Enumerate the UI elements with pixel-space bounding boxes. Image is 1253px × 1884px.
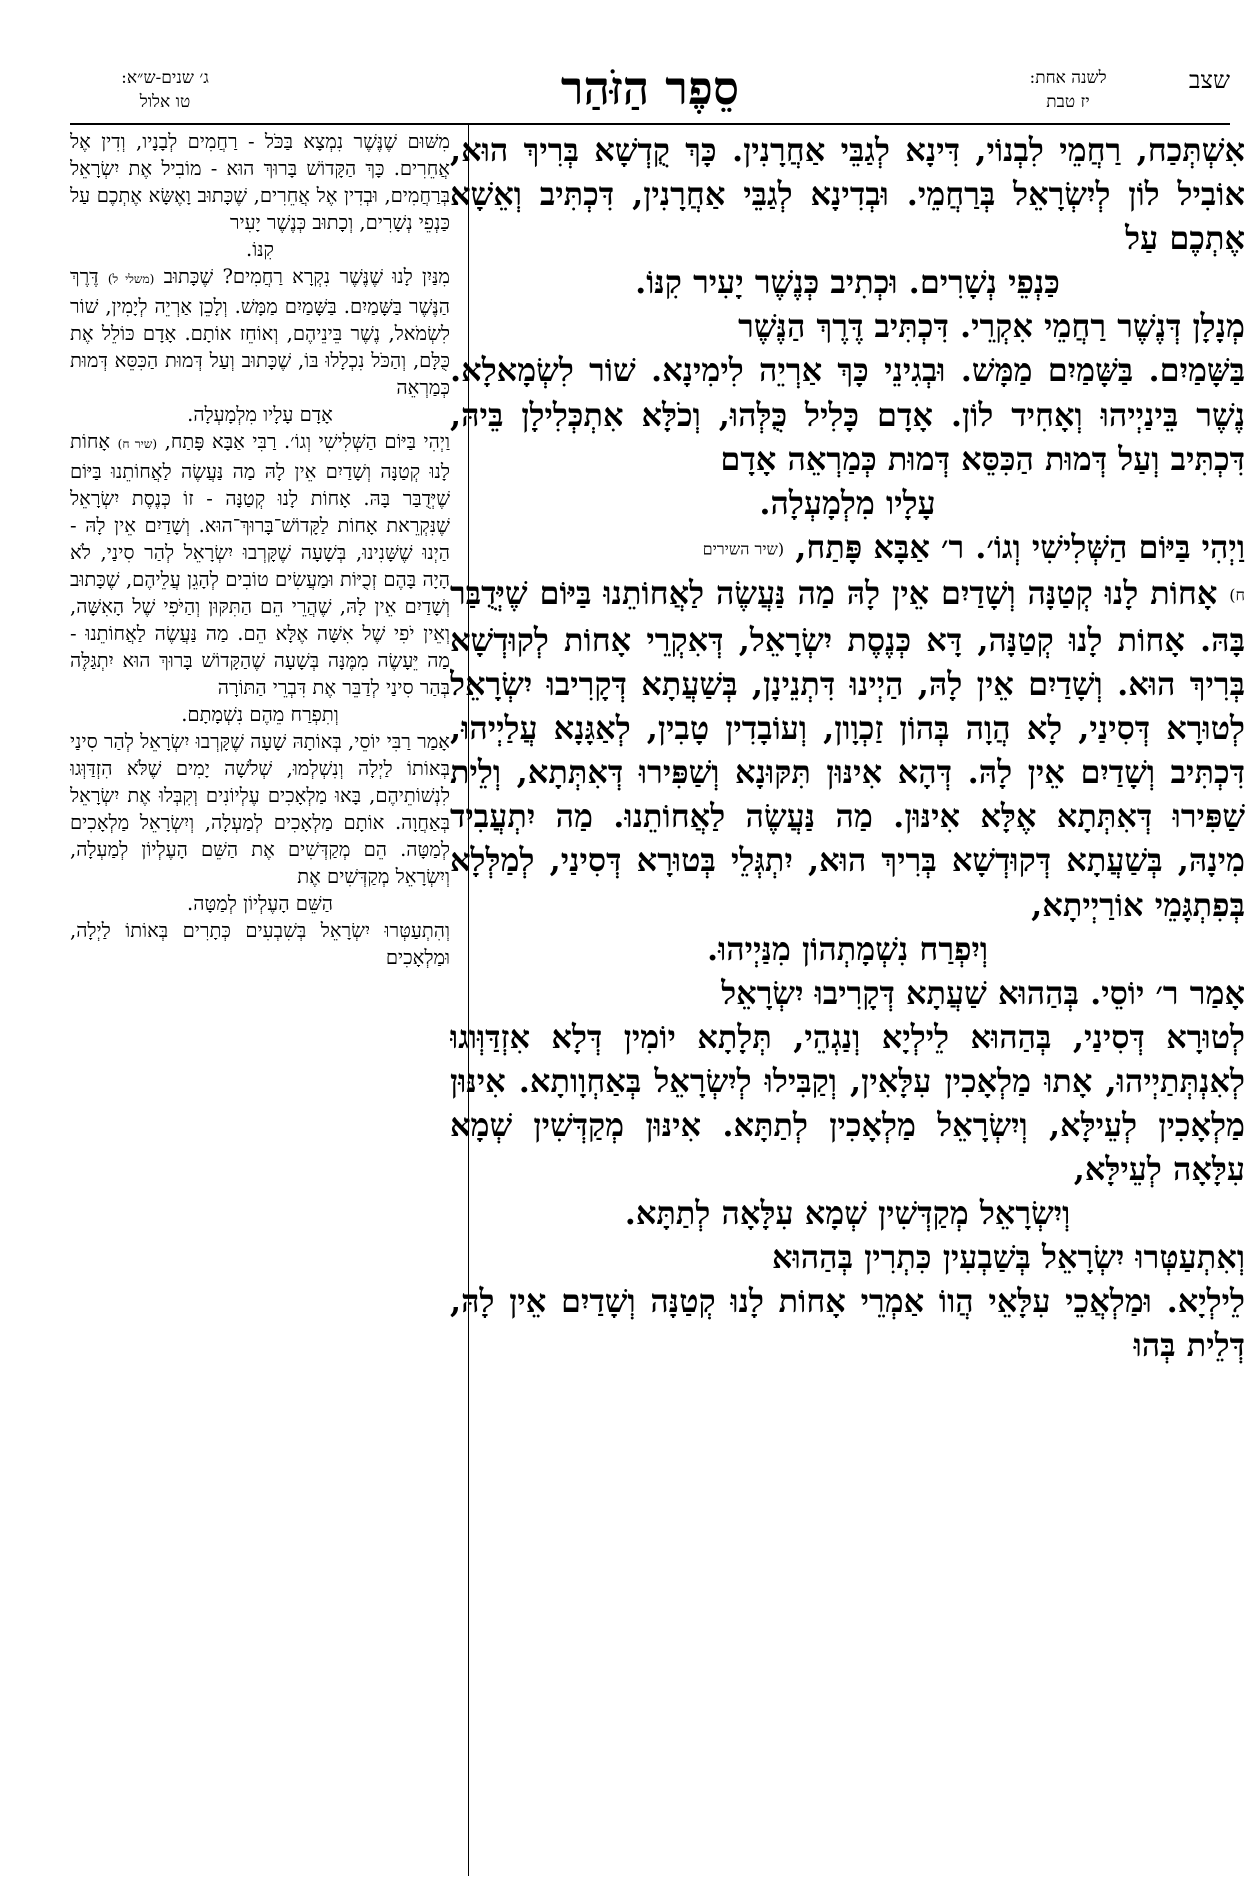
book-title: סֵפֶר הַזֹּהַר [560,61,740,115]
main-paragraph-end: וְיִפְרַח נִשְׁמָתְהוֹן מִנַּיְיהוּ. [706,929,989,968]
cycle-label: ג׳ שנים-ש״א: [121,68,209,88]
translation-paragraph: וְהִתְעַטְּרוּ יִשְׂרָאֵל בְּשִׁבְעִים כְּתָרִים בְּאוֹתוֹ לַיְלָה, וּמַלְאָכִים [70,919,450,969]
verse-reference: ח) [1229,585,1245,605]
translation-paragraph-end: הַשֵּׁם הָעֶלְיוֹן לְמַטָּה. [187,892,333,915]
main-paragraph: לֵילְיָא. וּמַלְאֲכֵי עִלָּאֵי הֲווֹ אַמְרֵי אָחוֹת לָנוּ קְטַנָּה וְשָׁדַיִם אֵין לָהּ, דְּלֵית בְּהוּ [450,1282,1245,1365]
translation-text: דֶּרֶךְ הַנֶּשֶׁר בַּשָּׁמַיִם. בַּשָּׁמַיִם מַמָּשׁ. וְלָכֵן אַרְיֵה לְיָמִין, שׁוֹר לִשְׂמֹאל, נֶשֶׁר בֵּינֵיהֶם, וְאוֹחֵז אוֹתָם. אָדָם כּוֹלֵל אֶת כֻּלָּם, וְהַכֹּל נִכְלָלוּ בּוֹ, שֶׁכָּתוּב וְעַל דְּמוּת הַכִּסֵּא דְּמוּת כְּמַרְאֵה [70,265,450,399]
translation-text: וַיְהִי בַּיּוֹם הַשְּׁלִישִׁי וְגוֹ׳. רַבִּי אַבָּא פָּתַח, [164,430,450,453]
main-paragraph: לְטוּרָא דְּסִינַי, בְּהַהוּא לֵילְיָא וְנַגְהֵי, תְּלָתָא יוֹמִין דְּלָא אִזְדַּוְּוגוּ לְאִנְתְּתַיְיהוּ, אָתוּ מַלְאָכִין עִלָּאִין, וְקַבִּילוּ לְיִשְׂרָאֵל בְּאַחְוָותָא. אִינּוּן מַלְאָכִין לְעֵילָּא, וְיִשְׂרָאֵל מַלְאָכִין לְתַתָּא. אִינּוּן מְקַדְּשִׁין שְׁמָא עִלָּאָה לְעֵילָּא, [450,1017,1245,1189]
main-paragraph-text: אָחוֹת לָנוּ קְטַנָּה וְשָׁדַיִם אֵין לָהּ מַה נַּעֲשֶׂה לַאֲחוֹתֵנוּ בַּיּוֹם שֶׁיְּדֻבַּר בָּהּ. אָחוֹת לָנוּ קְטַנָּה, דָּא כְּנֶסֶת יִשְׂרָאֵל, דְּאִקְרֵי אָחוֹת לְקוּדְשָׁא בְּרִיךְ הוּא. וְשָׁדַיִם אֵין לָהּ, הַיְינוּ דִּתְנֵינָן, בְּשַׁעֲתָא דְּקָרִיבוּ יִשְׂרָאֵל לְטוּרָא דְּסִינַי, לָא הֲוָה בְּהוֹן זַכְוָון, וְעוֹבָדִין טָבִין, לְאַגָּנָא עֲלַיְיהוּ, דִּכְתִּיב וְשָׁדַיִם אֵין לָהּ. דְּהָא אִינּוּן תִּקּוּנָא וְשַׁפִּירוּ דְּאִתְּתָא, וְלֵית שַׁפִּירוּ דְּאִתְּתָא אֶלָּא אִינּוּן. מַה נַּעֲשֶׂה לַאֲחוֹתֵנוּ. מַה יִתְעֲבִיד מִינָהּ, בְּשַׁעֲתָא דְּקוּדְשָׁא בְּרִיךְ הוּא, יִתְגְּלֵי בְּטוּרָא דְּסִינַי, לְמַלְּלָא בְּפִתְגָּמֵי אוֹרַיְיתָא, [450,574,1245,924]
translation-paragraph-end: אָדָם עָלָיו מִלְמָעְלָה. [187,403,333,426]
main-paragraph-end: כַּנְפֵי נְשָׁרִים. וּכְתִיב כְּנֶשֶׁר יָעִיר קִנּוֹ. [635,263,1060,302]
main-paragraph: בַּשָּׁמַיִם. בַּשָּׁמַיִם מַמָּשׁ. וּבְגִינֵי כָּךְ אַרְיֵה לִימִינָא. שׁוֹר לִשְׂמָאלָא. נֶשֶׁר בֵּינַיְיהוּ וְאָחִיד לוֹן. אָדָם כָּלִיל כֻּלְּהוּ, וְכֹלָּא אִתְכְּלִילָן בֵּיהּ, דִּכְתִּיב וְעַל דְּמוּת הַכִּסֵּא דְּמוּת כְּמַרְאֵה אָדָם [450,351,1245,478]
three-year-schedule [70,66,260,114]
main-paragraph: אִשְׁתְּכַח, רַחֲמֵי לִבְנוֹי, דִּינָא לְגַבֵּי אַחֲרָנִין. כָּךְ קֻדְשָׁא בְּרִיךְ הוּא, אוֹבִיל לוֹן לְיִשְׂרָאֵל בְּרַחֲמֵי. וּבְדִינָא לְגַבֵּי אַחֲרָנִין, דִּכְתִּיב וְאֵשָׁא אֶתְכֶם עַל [450,131,1245,258]
aramaic-main-column [450,128,1245,1868]
translation-text: מִנַּיִן לָנוּ שֶׁנֶּשֶׁר נִקְרָא רַחֲמִים? שֶׁכָּתוּב [163,265,450,288]
translation-paragraph: אָמַר רַבִּי יוֹסֵי, בְּאוֹתָהּ שָׁעָה שֶׁקָּרְבוּ יִשְׂרָאֵל לְהַר סִינַי בְּאוֹתוֹ לַיְלָה וְנִשְׁלְמוּ, שְׁלֹשָׁה יָמִים שֶׁלֹּא הִזְדַּוְּגוּ לִנְשׁוֹתֵיהֶם, בָּאוּ מַלְאָכִים עֶלְיוֹנִים וְקִבְּלוּ אֶת יִשְׂרָאֵל בְּאַחֲוָה. אוֹתָם מַלְאָכִים לְמַעְלָה, וְיִשְׂרָאֵל מַלְאָכִים לְמַטָּה. הֵם מְקַדְּשִׁים אֶת הַשֵּׁם הָעֶלְיוֹן לְמַעְלָה, וְיִשְׂרָאֵל מְקַדְּשִׁים אֶת [70,730,450,888]
cycle-date: טו אלול [139,92,191,112]
translation-paragraph-end: וְתִפְרַח מֵהֶם נִשְׁמָתָם. [181,703,339,726]
verse-reference: (שיר ח) [117,437,158,451]
header-rule [70,123,1230,125]
verse-reference: (משלי ל) [107,272,155,286]
column-divider [468,124,469,1876]
verse-reference: (שיר השירים [702,539,785,559]
page-header [70,60,1230,126]
schedule-date: יז טבת [1046,92,1090,112]
translation-paragraph: מִשּׁוּם שֶׁנֶּשֶׁר נִמְצָא בַּכֹּל - רַחֲמִים לְבָנָיו, וְדִין אֶל אֲחֵרִים. כָּךְ הַקָּדוֹשׁ בָּרוּךְ הוּא - מוֹבִיל אֶת יִשְׂרָאֵל בְּרַחֲמִים, וּבְדִין אֶל אֲחֵרִים, שֶׁכָּתוּב וָאֶשָּׂא אֶתְכֶם עַל כַּנְפֵי נְשָׁרִים, וְכָתוּב כְּנֶשֶׁר יָעִיר [70,130,450,234]
hebrew-translation-column [70,128,450,1868]
main-paragraph-first-line: וְאִתְעַטְּרוּ יִשְׂרָאֵל בְּשַׁבְעִין כִּתְרִין בְּהַהוּא [772,1238,1245,1277]
main-paragraph-heading [450,525,1245,572]
page-number: שצב [1188,66,1230,94]
main-paragraph-end: וְיִשְׂרָאֵל מְקַדְּשִׁין שְׁמָא עִלָּאָה לְתַתָּא. [624,1194,1071,1233]
main-paragraph-end: עָלָיו מִלְמָעְלָה. [759,483,936,522]
main-paragraph-first-line: אָמַר ר׳ יוֹסֵי. בְּהַהוּא שַׁעֲתָא דְּקָרִיבוּ יִשְׂרָאֵל [721,973,1245,1012]
translation-paragraph-end: קִנּוֹ. [246,238,274,261]
main-paragraph-first-line: מְנָלָן דְּנֶשֶׁר רַחֲמֵי אִקְרֵי. דִּכְתִּיב דֶּרֶךְ הַנֶּשֶׁר [738,307,1245,346]
translation-paragraph [70,428,450,701]
schedule-label: לשנה אחת: [1029,68,1107,88]
translation-paragraph [70,263,450,401]
main-paragraph [450,571,1245,926]
translation-text: אָחוֹת לָנוּ קְטַנָּה וְשָׁדַיִם אֵין לָהּ מַה נַּעֲשֶׂה לַאֲחוֹתֵנוּ בַּיּוֹם שֶׁיְּדֻבַּר בָּהּ. אָחוֹת לָנוּ קְטַנָּה - זוֹ כְּנֶסֶת יִשְׂרָאֵל שֶׁנִּקְרֵאת אָחוֹת לַקָּדוֹשׁ־בָּרוּךְ־הוּא. וְשָׁדַיִם אֵין לָהּ - הַיְנוּ שֶׁשָּׁנִינוּ, בְּשָׁעָה שֶׁקָּרְבוּ יִשְׂרָאֵל לְהַר סִינַי, לֹא הָיָה בָּהֶם זְכֻיּוֹת וּמַעֲשִׂים טוֹבִים לְהָגֵן עֲלֵיהֶם, שֶׁכָּתוּב וְשָׁדַיִם אֵין לָהּ, שֶׁהֲרֵי הֵם הַתִּקּוּן וְהַיֹּפִי שֶׁל הָאִשָּׁה, וְאֵין יֹפִי שֶׁל אִשָּׁה אֶלָּא הֵם. מַה נַּעֲשֶׂה לַאֲחוֹתֵנוּ - מַה יֵּעָשֶׂה מִמֶּנָּה בְּשָׁעָה שֶׁהַקָּדוֹשׁ בָּרוּךְ הוּא יִתְגַּלֶּה בְּהַר סִינַי לְדַבֵּר אֶת דִּבְרֵי הַתּוֹרָה [70,430,450,699]
main-heading-text: וַיְהִי בַּיּוֹם הַשְּׁלִישִׁי וְגוֹ׳. ר׳ אַבָּא פָּתַח, [795,527,1245,566]
